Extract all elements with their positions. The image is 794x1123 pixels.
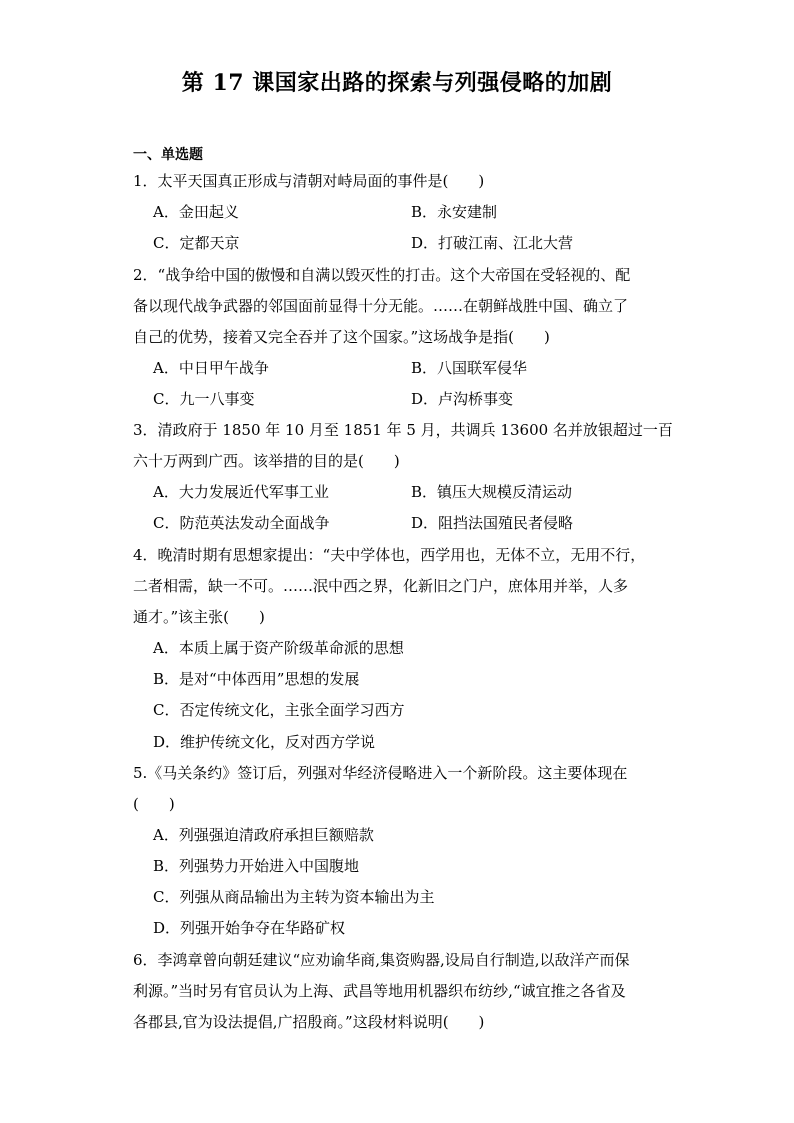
question-3-stem-line-1: 3．清政府于 1850 年 10 月至 1851 年 5 月，共调兵 13600 名并放银超过一百 [133,421,673,439]
question-5-stem-line-2: ( ) [133,795,175,813]
question-4-option-d: D．维护传统文化，反对西方学说 [153,733,376,751]
question-4-option-a: A．本质上属于资产阶级革命派的思想 [153,639,404,657]
question-6-stem-line-2: 利源。”当时另有官员认为上海、武昌等地用机器织布纺纱,“诚宜推之各省及 [133,982,626,1000]
question-3-stem-line-2: 六十万两到广西。该举措的目的是( ) [133,452,400,470]
question-3-option-c: C．防范英法发动全面战争 [153,514,330,532]
question-1-option-a: A．金田起义 [153,203,239,221]
section-heading: 一、单选题 [133,147,203,163]
question-5-option-b: B．列强势力开始进入中国腹地 [153,857,360,875]
question-1-option-b: B．永安建制 [411,203,498,221]
question-3-option-b: B．镇压大规模反清运动 [411,483,573,501]
question-3-option-a: A．大力发展近代军事工业 [153,483,329,501]
question-2-option-d: D．卢沟桥事变 [411,390,514,408]
question-4-stem-line-3: 通才。”该主张( ) [133,608,265,626]
question-2-stem-line-3: 自己的优势，接着又完全吞并了这个国家。”这场战争是指( ) [133,328,550,346]
question-2-stem-line-2: 备以现代战争武器的邻国面前显得十分无能。……在朝鲜战胜中国、确立了 [133,297,629,315]
question-4-option-b: B．是对“中体西用”思想的发展 [153,670,360,688]
question-3-option-d: D．阻挡法国殖民者侵略 [411,514,574,532]
question-5-stem-line-1: 5.《马关条约》签订后，列强对华经济侵略进入一个新阶段。这主要体现在 [133,764,628,782]
question-5-option-a: A．列强强迫清政府承担巨额赔款 [153,826,374,844]
question-4-option-c: C．否定传统文化，主张全面学习西方 [153,701,405,719]
question-2-option-c: C．九一八事变 [153,390,255,408]
question-6-stem-line-3: 各郡县,官为设法提倡,广招殷商。”这段材料说明( ) [133,1013,485,1031]
question-4-stem-line-1: 4．晚清时期有思想家提出：“夫中学体也，西学用也，无体不立，无用不行， [133,546,646,564]
question-1-option-c: C．定都天京 [153,234,240,252]
question-6-stem-line-1: 6．李鸿章曾向朝廷建议“应劝谕华商,集资购器,设局自行制造,以敌洋产而保 [133,951,630,969]
question-1-option-d: D．打破江南、江北大营 [411,234,574,252]
question-2-stem-line-1: 2．“战争给中国的傲慢和自满以毁灭性的打击。这个大帝国在受轻视的、配 [133,266,631,284]
question-2-option-a: A．中日甲午战争 [153,359,269,377]
question-2-option-b: B．八国联军侵华 [411,359,528,377]
question-5-option-d: D．列强开始争夺在华路矿权 [153,919,346,937]
question-5-option-c: C．列强从商品输出为主转为资本输出为主 [153,888,435,906]
page-title: 第 17 课国家出路的探索与列强侵略的加剧 [181,70,613,96]
question-1-stem: 1．太平天国真正形成与清朝对峙局面的事件是( ) [133,172,485,190]
question-4-stem-line-2: 二者相需，缺一不可。……泯中西之界，化新旧之门户，庶体用并举，人多 [133,577,629,595]
